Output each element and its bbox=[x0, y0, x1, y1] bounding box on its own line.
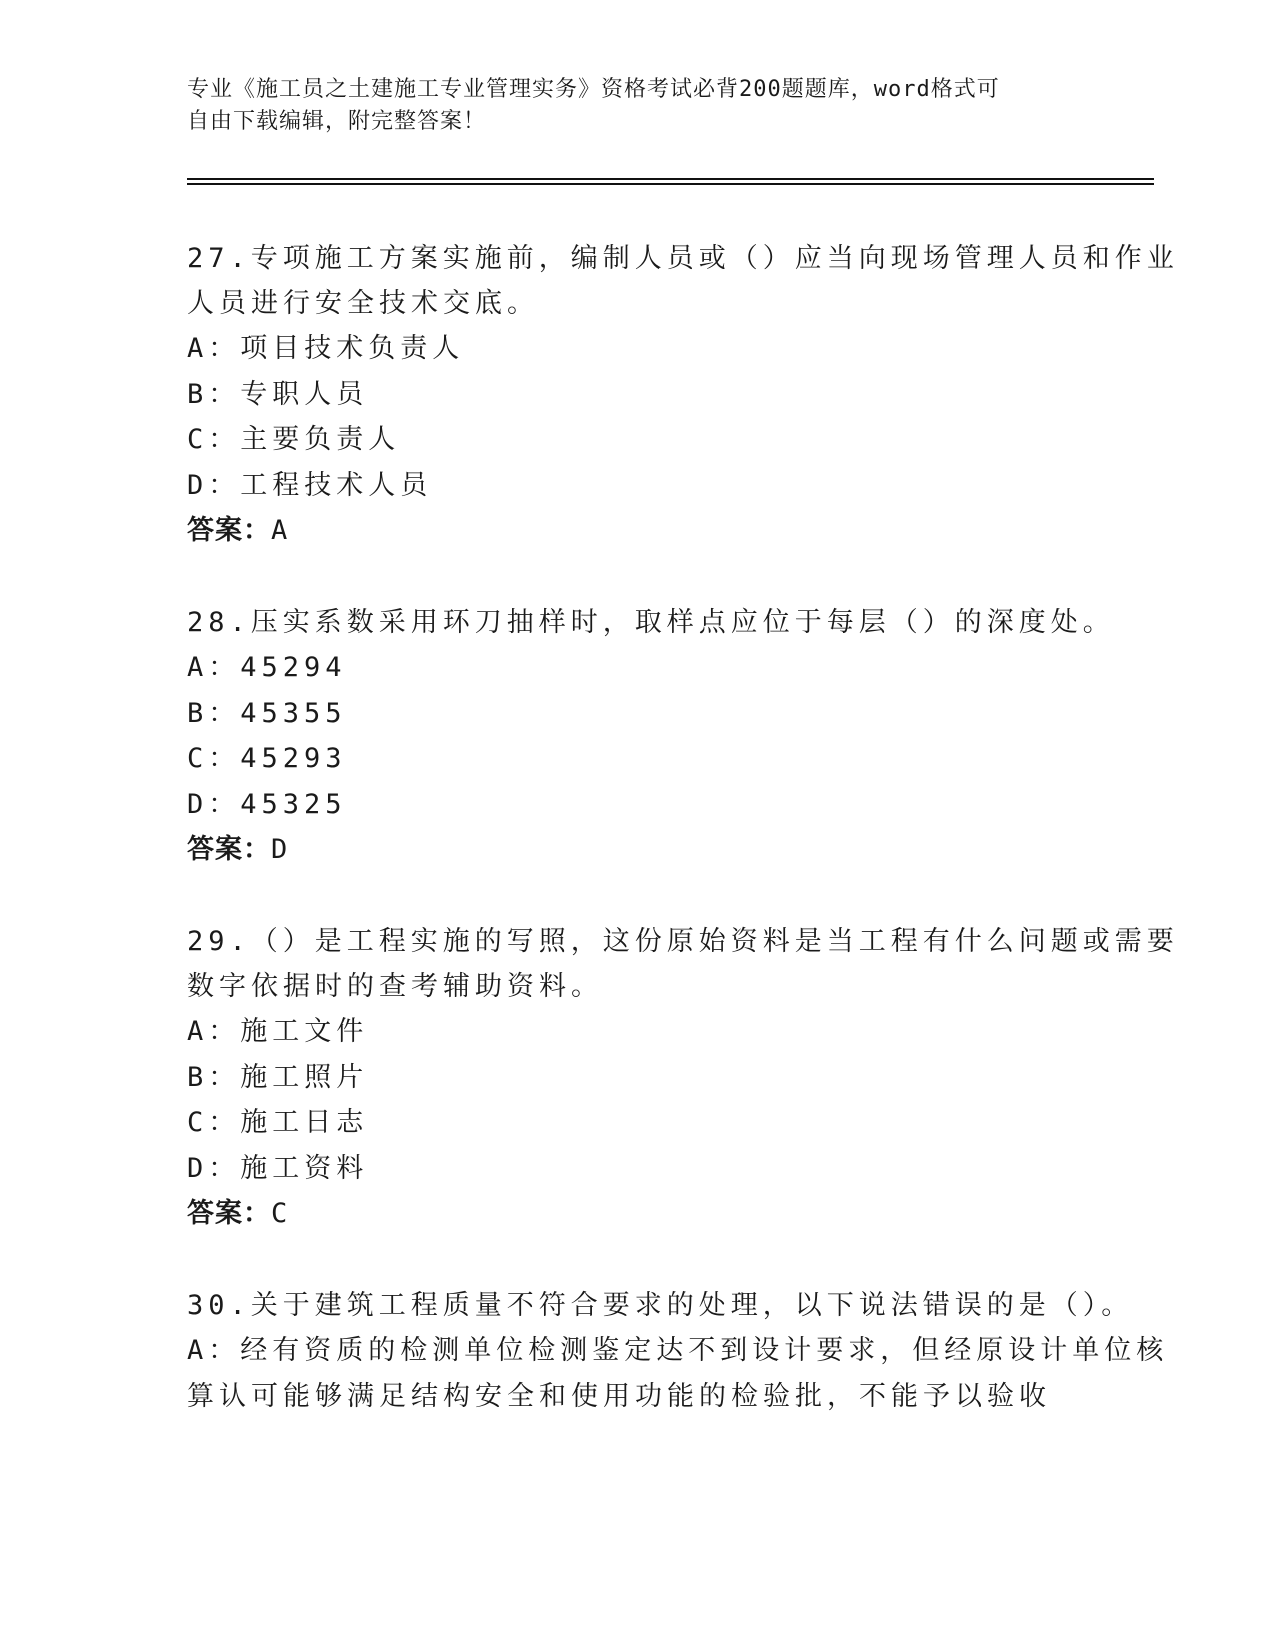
option-a: A：45294 bbox=[187, 652, 347, 683]
option-c: C：45293 bbox=[187, 743, 347, 774]
option-b: B：45355 bbox=[187, 697, 347, 729]
header-divider-bottom bbox=[187, 183, 1154, 185]
question-text-line: 30.关于建筑工程质量不符合要求的处理，以下说法错误的是（）。 bbox=[187, 1290, 1134, 1321]
answer-value: C bbox=[271, 1198, 289, 1229]
option-c: C：主要负责人 bbox=[187, 424, 401, 455]
question-27 bbox=[187, 236, 1179, 554]
header-title-line-1: 专业《施工员之土建施工专业管理实务》资格考试必背200题题库，word格式可 bbox=[187, 77, 1000, 102]
answer-line bbox=[187, 508, 1087, 554]
answer-label: 答案： bbox=[187, 834, 271, 865]
question-text-line: 28.压实系数采用环刀抽样时，取样点应位于每层（）的深度处。 bbox=[187, 607, 1115, 638]
option-b: B：施工照片 bbox=[187, 1061, 369, 1093]
option-d: D：45325 bbox=[187, 788, 347, 820]
answer-line bbox=[187, 827, 1087, 873]
answer-value: D bbox=[271, 834, 289, 865]
question-28 bbox=[187, 600, 1115, 873]
option-a: A：经有资质的检测单位检测鉴定达不到设计要求，但经原设计单位核 bbox=[187, 1335, 1169, 1366]
question-29 bbox=[187, 919, 1179, 1237]
header-title-line-2: 自由下载编辑，附完整答案！ bbox=[187, 109, 487, 134]
question-list bbox=[187, 236, 1179, 1465]
answer-line bbox=[187, 1191, 1087, 1237]
option-d: D：施工资料 bbox=[187, 1152, 369, 1184]
header-divider-top bbox=[187, 178, 1154, 180]
option-a-continuation: 算认可能够满足结构安全和使用功能的检验批，不能予以验收 bbox=[187, 1380, 1051, 1412]
answer-value: A bbox=[271, 515, 289, 546]
question-text-line: 29.（）是工程实施的写照，这份原始资料是当工程有什么问题或需要 bbox=[187, 926, 1179, 957]
question-text-line: 27.专项施工方案实施前，编制人员或（）应当向现场管理人员和作业 bbox=[187, 243, 1179, 274]
answer-label: 答案： bbox=[187, 1198, 271, 1229]
option-d: D：工程技术人员 bbox=[187, 469, 433, 501]
question-text-line: 人员进行安全技术交底。 bbox=[187, 288, 539, 319]
option-c: C：施工日志 bbox=[187, 1107, 369, 1138]
question-text-line: 数字依据时的查考辅助资料。 bbox=[187, 971, 603, 1002]
option-b: B：专职人员 bbox=[187, 378, 369, 410]
answer-label: 答案： bbox=[187, 515, 271, 546]
document-header bbox=[187, 74, 1067, 138]
option-a: A：施工文件 bbox=[187, 1016, 369, 1047]
question-30 bbox=[187, 1283, 1169, 1419]
option-a: A：项目技术负责人 bbox=[187, 333, 465, 364]
